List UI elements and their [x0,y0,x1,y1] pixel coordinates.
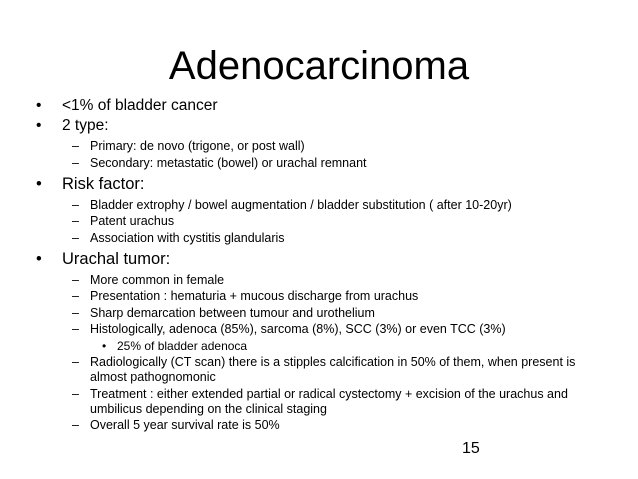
dash-marker: – [72,355,79,369]
sub-bullet-item [34,418,634,433]
sub-bullet-text: Presentation : hematuria + mucous discharge from urachus [90,289,419,303]
bullet-item [34,97,634,115]
sub-bullet-item [34,306,634,321]
bullet-marker: • [36,249,42,268]
bullet-marker: • [36,174,42,193]
sub-bullet-item [34,214,634,229]
dash-marker: – [72,155,79,170]
sub-sub-bullet-item [34,339,634,354]
sub-bullet-text: Patent urachus [90,214,175,228]
sub-bullet-text: Radiologically (CT scan) there is a stipples calcification in 50% of them, when present is almost pathognomonic [90,355,576,384]
sub-sub-bullet-text: 25% of bladder adenoca [117,338,248,353]
dash-marker: – [72,386,79,401]
sub-bullet-text: Overall 5 year survival rate is 50% [90,418,280,432]
bullet-text: Risk factor: [62,174,145,193]
bullet-item [34,117,634,135]
sub-bullet-text: Sharp demarcation between tumour and urothelium [90,305,375,320]
bullet-text: <1% of bladder cancer [62,97,218,114]
sub-bullet-text: Association with cystitis glandularis [90,230,285,245]
slide-body [34,97,634,435]
sub-bullet-item [34,198,634,213]
sub-bullet-item [34,387,634,417]
sub-bullet-item [34,139,634,154]
slide-title: Adenocarcinoma [168,44,470,88]
dash-marker: – [72,230,79,245]
dash-marker: – [72,322,79,336]
dash-marker: – [72,418,79,432]
bullet-marker: • [36,117,42,134]
sub-bullet-item [34,289,634,304]
page-number: 15 [462,440,480,457]
dash-marker: – [72,272,79,287]
bullet-item [34,249,634,269]
sub-bullet-text: Primary: de novo (trigone, or post wall) [90,139,305,153]
dash-marker: – [72,139,79,153]
dash-marker: – [72,305,79,320]
sub-bullet-item [34,231,634,246]
bullet-text: Urachal tumor: [62,249,171,268]
sub-bullet-item [34,273,634,288]
dash-marker: – [72,197,79,212]
dash-marker: – [72,289,79,303]
bullet-text: 2 type: [62,117,109,134]
bullet-item [34,174,634,194]
sub-bullet-text: More common in female [90,272,225,287]
sub-bullet-item [34,355,634,385]
bullet-marker: • [36,97,42,114]
sub-bullet-item [34,156,634,171]
dash-marker: – [72,214,79,228]
sub-bullet-item [34,322,634,337]
sub-bullet-text: Treatment : either extended partial or radical cystectomy + excision of the urachus and umbilicus depending on the clinical staging [90,386,568,416]
sub-bullet-text: Bladder extrophy / bowel augmentation / bladder substitution ( after 10-20yr) [90,197,512,212]
bullet-marker: • [102,338,107,353]
sub-bullet-text: Histologically, adenoca (85%), sarcoma (8%), SCC (3%) or even TCC (3%) [90,322,506,336]
sub-bullet-text: Secondary: metastatic (bowel) or urachal remnant [90,155,367,170]
